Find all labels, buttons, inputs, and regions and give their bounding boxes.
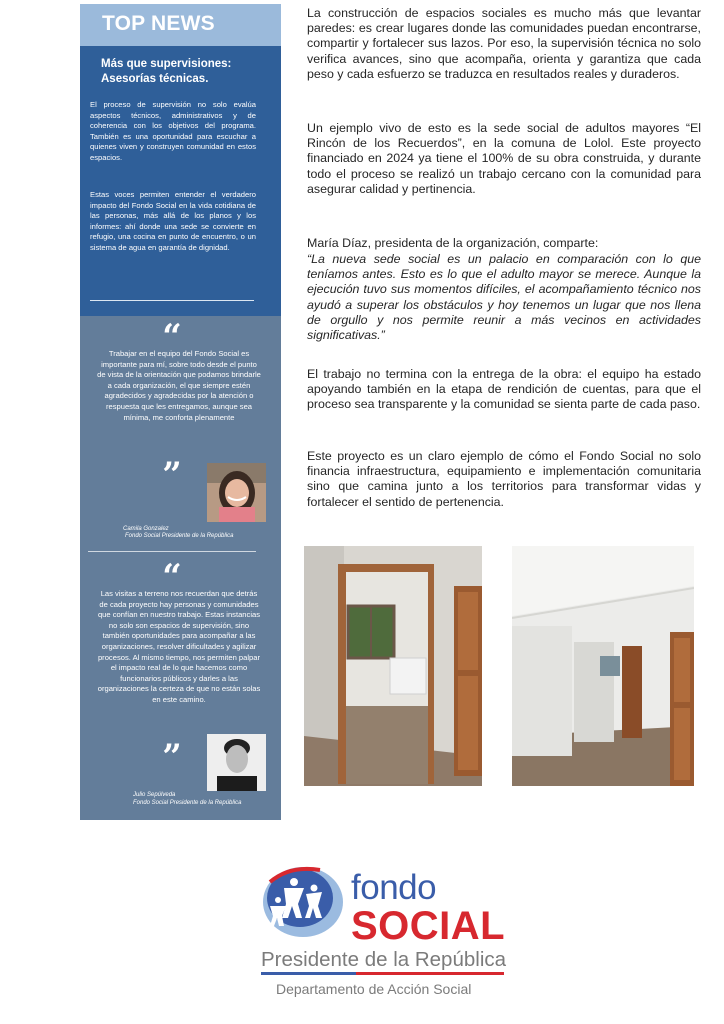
logo-fondo-text: fondo xyxy=(351,868,437,907)
panel-paragraph: Estas voces permiten entender el verdadero impacto del Fondo Social en la vida cotidiana de las personas, más allá de los planos y los informes: ahí donde una sede se convierte en refugio, una cocina en punto de encuentro, o un sistema de agua en garantía de dignidad. xyxy=(90,190,256,252)
testimonial-author-name: Camila Gonzalez xyxy=(123,526,169,532)
testimonial-author-role: Fondo Social Presidente de la República xyxy=(125,533,234,539)
article-paragraph: Este proyecto es un claro ejemplo de cómo el Fondo Social no solo financia infraestructura, equipamiento e implementación comunitaria sino que camina junto a los territorios para transformar vidas y fortalecer el sentido de pertenencia. xyxy=(307,449,701,509)
article-quote-intro: María Díaz, presidenta de la organización, comparte: xyxy=(307,236,599,250)
testimonial-text: Trabajar en el equipo del Fondo Social es importante para mí, sobre todo desde el punto de vista de la orientación que podamos brindarle a cada organización, el que siempre estén agradecidos y agradecidas por la atención o respuesta que les entregamos, aunque sea mínima, me conforta plenamente xyxy=(97,349,261,422)
open-quote-icon: “ xyxy=(162,557,182,597)
testimonial-divider xyxy=(88,551,256,552)
top-news-title: TOP NEWS xyxy=(102,12,215,35)
article-paragraph: La construcción de espacios sociales es mucho más que levantar paredes: es crear lugares donde las comunidades puedan encontrarse, compartir y fortalecer sus lazos. Por eso, la supervisión técnica no solo verifica avances, sino que acompaña, orienta y garantiza que cada peso y cada esfuerzo se traduzca en resultados reales y duraderos. xyxy=(307,6,701,81)
logo-rule-blue xyxy=(261,972,356,975)
testimonial-author-role: Fondo Social Presidente de la República xyxy=(133,800,242,806)
logo-department-text: Departamento de Acción Social xyxy=(276,981,472,997)
panel-divider xyxy=(90,300,254,301)
testimonial-text: Las visitas a terreno nos recuerdan que detrás de cada proyecto hay personas y comunidades que confían en nuestro trabajo. Estas instancias no solo son espacios de supervisión, sino también oportunidades para acompañar a las organizaciones, resolver dificultades y agilizar procesos. Al mismo tiempo, nos permiten palpar el impacto real de lo que hacemos como funcionarios públicos y darles a las organizaciones la certeza de que no están solas en este camino. xyxy=(97,589,261,704)
fondo-social-emblem-icon xyxy=(260,860,346,940)
panel-subtitle: Más que supervisiones: Asesorías técnicas. xyxy=(101,58,232,85)
article-paragraph: Un ejemplo vivo de esto es la sede social de adultos mayores “El Rincón de los Recuerdos”, en la comuna de Lolol. Este proyecto financiado en 2024 ya tiene el 100% de su obra construida, y durante todo el proceso se realizó un trabajo cercano con la comunidad para asegurar calidad y pertinencia. xyxy=(307,121,701,196)
panel-paragraph: El proceso de supervisión no solo evalúa aspectos técnicos, administrativos y de coherencia con los objetivos del programa. También es una oportunidad para escuchar a quienes viven y construyen comunidad en estos espacios. xyxy=(90,100,256,162)
avatar xyxy=(207,734,266,791)
interior-photo-hallway xyxy=(512,546,694,786)
logo-president-text: Presidente de la República xyxy=(261,948,507,971)
interior-photo-kitchen xyxy=(304,546,482,786)
avatar xyxy=(207,463,266,522)
close-quote-icon: ” xyxy=(162,737,182,777)
article-quote: “La nueva sede social es un palacio en comparación con lo que teníamos antes. Esto es lo que el adulto mayor se merece. Aunque la ejecución tuvo sus momentos difíciles, el acompañamiento técnico nos ayudó a superar los obstáculos y hoy tenemos un lugar que nos llena de orgullo y nos permite reunir a más vecinos en actividades significativas.” xyxy=(307,252,701,343)
testimonial-author-name: Julio Sepúlveda xyxy=(133,792,176,798)
article-paragraph: El trabajo no termina con la entrega de la obra: el equipo ha estado apoyando también en la etapa de rendición de cuentas, para que el proceso sea transparente y la comunidad se sienta parte de cada paso. xyxy=(307,367,701,412)
close-quote-icon: ” xyxy=(162,455,182,495)
logo-social-text: SOCIAL xyxy=(351,904,506,948)
open-quote-icon: “ xyxy=(162,317,182,357)
logo-rule-red xyxy=(356,972,504,975)
